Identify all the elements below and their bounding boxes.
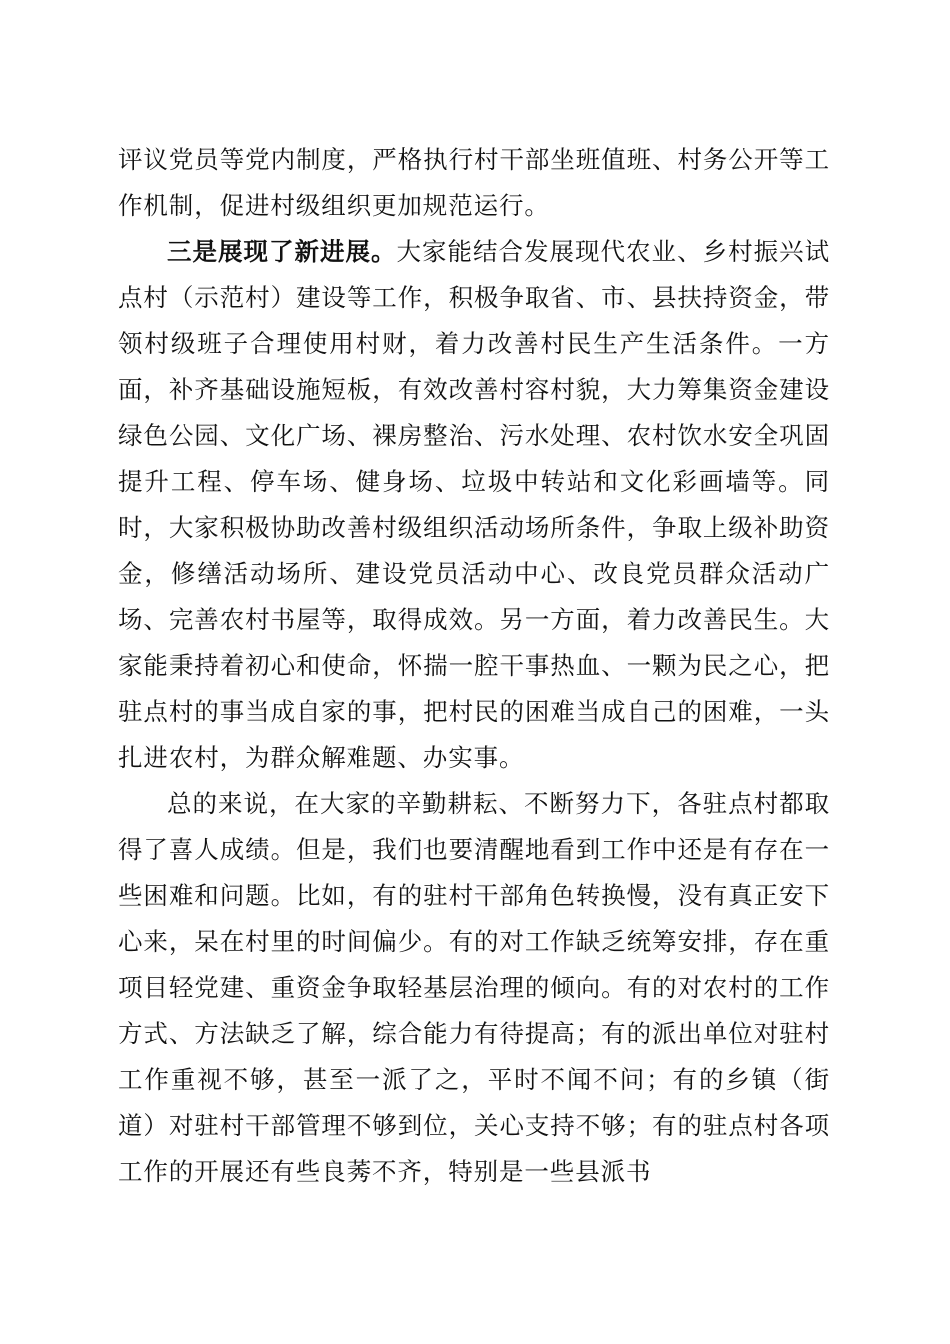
paragraph-text: 总的来说，在大家的辛勤耕耘、不断努力下，各驻点村都取得了喜人成绩。但是，我们也要清醒地看到工作中还是有存在一些困难和问题。比如，有的驻村干部角色转换慢，没有真正安下心来，呆在村里的时间偏少。有的对工作缺乏统筹安排，存在重项目轻党建、重资金争取轻基层治理的倾向。有的对农村的工作方式、方法缺乏了解，综合能力有待提高；有的派出单位对驻村工作重视不够，甚至一派了之，平时不闻不问；有的乡镇（街道）对驻村干部管理不够到位，关心支持不够；有的驻点村各项工作的开展还有些良莠不齐，特别是一些县派书 (118, 789, 830, 1186)
paragraph-lead-heading: 三是展现了新进展。 (167, 237, 397, 266)
document-body (118, 137, 830, 1195)
paragraph-summary (118, 781, 830, 1195)
paragraph-continuation (118, 137, 830, 229)
paragraph-text: 评议党员等党内制度，严格执行村干部坐班值班、村务公开等工作机制，促进村级组织更加规范运行。 (118, 145, 830, 220)
paragraph-text: 大家能结合发展现代农业、乡村振兴试点村（示范村）建设等工作，积极争取省、市、县扶持资金，带领村级班子合理使用村财，着力改善村民生产生活条件。一方面，补齐基础设施短板，有效改善村容村貌，大力筹集资金建设绿色公园、文化广场、裸房整治、污水处理、农村饮水安全巩固提升工程、停车场、健身场、垃圾中转站和文化彩画墙等。同时，大家积极协助改善村级组织活动场所条件，争取上级补助资金，修缮活动场所、建设党员活动中心、改良党员群众活动广场、完善农村书屋等，取得成效。另一方面，着力改善民生。大家能秉持着初心和使命，怀揣一腔干事热血、一颗为民之心，把驻点村的事当成自家的事，把村民的困难当成自己的困难，一头扎进农村，为群众解难题、办实事。 (118, 237, 830, 772)
paragraph-new-progress (118, 229, 830, 781)
